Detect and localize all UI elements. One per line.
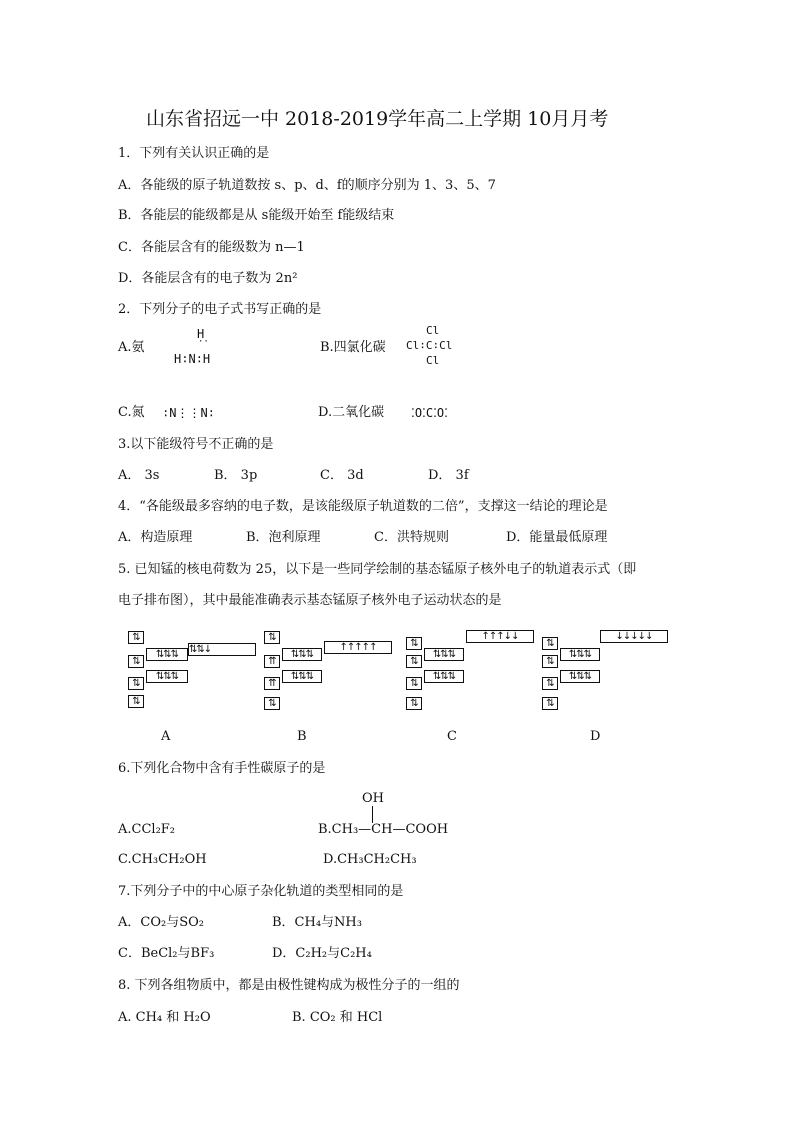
q3-option-c: C． 3d [320, 468, 364, 483]
diagram-c-2s-box: ⇅ [406, 655, 422, 668]
diagram-b-3d-box: ↑↑↑↑↑ [324, 641, 392, 654]
q5-stem-line2: 电子排布图），其中最能准确表示基态锰原子核外电子运动状态的是 [118, 593, 502, 608]
q2-stem: 2．下列分子的电子式书写正确的是 [118, 302, 322, 317]
q1-stem: 1．下列有关认识正确的是 [118, 146, 270, 161]
q8-stem: 8. 下列各组物质中，都是由极性键构成为极性分子的一组的 [118, 978, 460, 993]
q8-option-a: A. CH₄ 和 H₂O [118, 1010, 211, 1025]
q1-option-b: B．各能层的能级都是从 s能级开始至 f能级结束 [118, 208, 395, 223]
diagram-d-1s-box: ⇅ [542, 637, 558, 650]
q3-option-a: A． 3s [118, 468, 160, 483]
q7-stem: 7.下列分子中的中心原子杂化轨道的类型相同的是 [118, 884, 404, 899]
diagram-c-3d-box: ↑↑↑↓↓ [466, 630, 534, 643]
q4-option-c: C．洪特规则 [374, 530, 449, 545]
q4-option-a: A．构造原理 [118, 530, 193, 545]
diagram-b-3p-box: ⇅⇅⇅ [282, 670, 322, 683]
q6-option-c: C.CH₃CH₂OH [118, 852, 207, 867]
q4-stem: 4．“各能级最多容纳的电子数，是该能级原子轨道数的二倍”，支撑这一结论的理论是 [118, 499, 608, 514]
q3-option-b: B． 3p [214, 468, 258, 483]
diagram-a-3d-box: ⇅⇅↓ [188, 643, 256, 656]
diagram-b-4s-box: ⇅ [264, 697, 280, 710]
q2-option-a-label: A.氨 [118, 340, 145, 355]
q6-option-b: B.CH₃—CH—COOH [318, 822, 449, 837]
q3-stem: 3.以下能级符号不正确的是 [118, 437, 274, 452]
diagram-a-label: A [161, 729, 171, 744]
diagram-c-label: C [447, 729, 457, 744]
q2-a-top-h: H [197, 327, 205, 341]
diagram-c-3p-box: ⇅⇅⇅ [424, 670, 464, 683]
diagram-d-3d-box: ↓↓↓↓↓ [600, 630, 668, 643]
diagram-d-4s-box: ⇅ [542, 697, 558, 710]
q3-option-d: D． 3f [428, 468, 469, 483]
diagram-a-3s-box: ⇅ [128, 677, 144, 690]
q7-option-b: B．CH₄与NH₃ [272, 915, 362, 930]
q1-option-c: C．各能层含有的能级数为 n—1 [118, 240, 305, 255]
diagram-d-3s-box: ⇅ [542, 677, 558, 690]
q1-option-a: A．各能级的原子轨道数按 s、p、d、f的顺序分别为 1、3、5、7 [118, 178, 496, 193]
q8-option-b: B. CO₂ 和 HCl [292, 1010, 383, 1025]
q6-stem: 6.下列化合物中含有手性碳原子的是 [118, 761, 326, 776]
diagram-d-2s-box: ⇅ [542, 655, 558, 668]
q2-d-formula: ⁚O⁚C⁚O⁚ [411, 406, 448, 420]
diagram-c-1s-box: ⇅ [406, 637, 422, 650]
q6-b-oh: OH [362, 791, 384, 806]
diagram-b-2s-box: ⇈ [264, 655, 280, 668]
q6-option-a: A.CCl₂F₂ [118, 822, 176, 837]
q2-option-b-label: B.四氯化碳 [320, 340, 386, 355]
q2-c-formula: ∶N⋮⋮N∶ [162, 406, 215, 420]
q7-option-c: C．BeCl₂与BF₃ [118, 946, 215, 961]
diagram-d-2p-box: ⇅⇅⇅ [560, 648, 600, 661]
diagram-b-3s-box: ⇈ [264, 677, 280, 690]
q4-option-b: B．泡利原理 [246, 530, 321, 545]
q1-option-d: D．各能层含有的电子数为 2n² [118, 271, 298, 286]
q2-option-c-label: C.氮 [118, 405, 145, 420]
q5-stem-line1: 5. 已知锰的核电荷数为 25，以下是一些同学绘制的基态锰原子核外电子的轨道表示式（即 [118, 562, 637, 577]
diagram-c-2p-box: ⇅⇅⇅ [424, 648, 464, 661]
q7-option-a: A．CO₂与SO₂ [118, 915, 204, 930]
diagram-b-1s-box: ⇅ [264, 631, 280, 644]
diagram-b-2p-box: ⇅⇅⇅ [282, 648, 322, 661]
q7-option-d: D．C₂H₂与C₂H₄ [272, 946, 372, 961]
diagram-a-3p-box: ⇅⇅⇅ [146, 670, 188, 683]
diagram-d-3p-box: ⇅⇅⇅ [560, 670, 600, 683]
q2-b-bottom-cl: Cl [426, 354, 440, 367]
diagram-c-3s-box: ⇅ [406, 677, 422, 690]
q6-b-bond-line [372, 806, 373, 823]
diagram-c-4s-box: ⇅ [406, 697, 422, 710]
q2-b-top-cl: Cl [426, 324, 440, 337]
q2-b-formula: Cl∶C∶Cl [406, 339, 453, 352]
diagram-a-1s-box: ⇅ [128, 631, 144, 644]
diagram-d-label: D [590, 729, 601, 744]
q4-option-d: D．能量最低原理 [506, 530, 608, 545]
diagram-a-2s-box: ⇅ [128, 655, 144, 668]
q2-a-dots: ·· [198, 337, 209, 347]
q2-a-formula: H∶N∶H [174, 352, 211, 366]
q6-option-d: D.CH₃CH₂CH₃ [323, 852, 417, 867]
q2-option-d-label: D.二氧化碳 [318, 405, 385, 420]
diagram-b-label: B [297, 729, 307, 744]
diagram-a-4s-box: ⇅ [128, 695, 144, 708]
diagram-a-2p-box: ⇅⇅⇅ [146, 648, 188, 661]
page-title: 山东省招远一中 2018-2019学年高二上学期 10月月考 [146, 108, 609, 130]
